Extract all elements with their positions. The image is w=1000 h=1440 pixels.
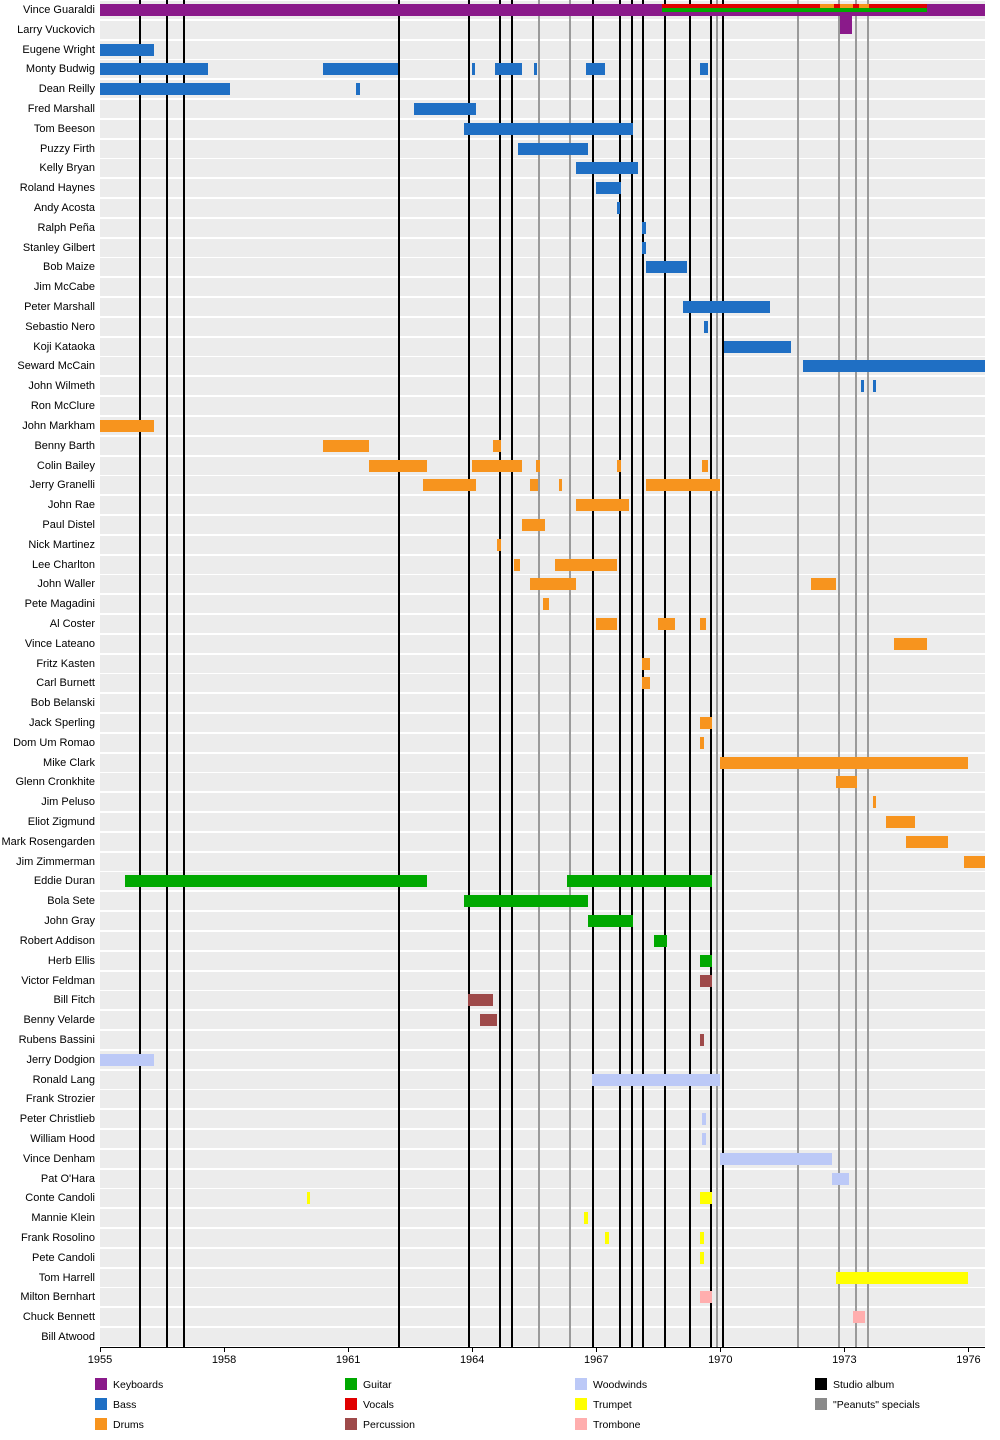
row-label-colin-bailey: Colin Bailey bbox=[36, 459, 95, 472]
row-band bbox=[100, 793, 985, 811]
row-label-jim-peluso: Jim Peluso bbox=[41, 796, 95, 809]
bar-conte-candoli bbox=[700, 1192, 712, 1204]
bar-al-coster bbox=[700, 618, 706, 630]
bar-glenn-cronkhite bbox=[836, 776, 857, 788]
row-band bbox=[100, 952, 985, 970]
row-label-benny-velarde: Benny Velarde bbox=[23, 1014, 95, 1027]
row-band bbox=[100, 1130, 985, 1148]
studio-album-line bbox=[710, 0, 712, 1347]
peanuts-special-line bbox=[797, 0, 799, 1347]
studio-album-line bbox=[631, 0, 633, 1347]
bar-seward-mccain bbox=[803, 360, 985, 372]
row-label-bob-belanski: Bob Belanski bbox=[30, 697, 95, 710]
bar-ronald-lang bbox=[592, 1074, 720, 1086]
bar-mark-rosengarden bbox=[906, 836, 947, 848]
bar-victor-feldman bbox=[700, 975, 712, 987]
row-label-lee-charlton: Lee Charlton bbox=[32, 558, 95, 571]
bar-benny-barth bbox=[493, 440, 501, 452]
row-band bbox=[100, 1031, 985, 1049]
studio-album-line bbox=[139, 0, 141, 1347]
legend-swatch--peanuts-specials bbox=[815, 1398, 827, 1410]
bar-tom-harrell bbox=[836, 1272, 968, 1284]
peanuts-special-line bbox=[838, 0, 840, 1347]
bar-dean-reilly bbox=[356, 83, 359, 95]
bar-colin-bailey bbox=[472, 460, 522, 472]
peanuts-special-line bbox=[538, 0, 540, 1347]
x-tick bbox=[472, 1347, 473, 1352]
row-label-rubens-bassini: Rubens Bassini bbox=[18, 1033, 95, 1046]
bar-tom-beeson bbox=[464, 123, 634, 135]
studio-album-line bbox=[689, 0, 691, 1347]
bar-milton-bernhart bbox=[700, 1291, 712, 1303]
row-band bbox=[100, 239, 985, 257]
row-band bbox=[100, 635, 985, 653]
row-band bbox=[100, 694, 985, 712]
peanuts-special-line bbox=[855, 0, 857, 1347]
row-label-jim-zimmerman: Jim Zimmerman bbox=[16, 855, 95, 868]
legend-swatch-drums bbox=[95, 1418, 107, 1430]
legend-label-studio-album: Studio album bbox=[833, 1379, 895, 1391]
row-label-vince-guaraldi: Vince Guaraldi bbox=[23, 3, 95, 16]
row-band bbox=[100, 298, 985, 316]
row-label-dom-um-romao: Dom Um Romao bbox=[13, 736, 95, 749]
row-label-benny-barth: Benny Barth bbox=[34, 439, 95, 452]
studio-album-line bbox=[511, 0, 513, 1347]
bar-vince-denham bbox=[720, 1153, 832, 1165]
bar-eddie-duran bbox=[125, 875, 427, 887]
row-band bbox=[100, 1209, 985, 1227]
top-overlay-bar bbox=[840, 4, 852, 8]
row-band bbox=[100, 615, 985, 633]
row-label-pat-o-hara: Pat O'Hara bbox=[40, 1172, 95, 1185]
studio-album-line bbox=[722, 0, 724, 1347]
row-label-jim-mccabe: Jim McCabe bbox=[33, 281, 95, 294]
bar-paul-distel bbox=[522, 519, 545, 531]
row-label-vince-denham: Vince Denham bbox=[23, 1152, 95, 1165]
row-label-victor-feldman: Victor Feldman bbox=[21, 974, 95, 987]
row-label-ron-mcclure: Ron McClure bbox=[30, 400, 95, 413]
bar-jerry-granelli bbox=[530, 479, 538, 491]
bar-mike-clark bbox=[720, 757, 968, 769]
row-band bbox=[100, 60, 985, 78]
row-band bbox=[100, 41, 985, 59]
row-label-pete-candoli: Pete Candoli bbox=[32, 1251, 95, 1264]
bar-john-wilmeth bbox=[861, 380, 864, 392]
row-band bbox=[100, 972, 985, 990]
row-band bbox=[100, 179, 985, 197]
legend-label-trumpet: Trumpet bbox=[593, 1399, 632, 1411]
row-label-john-markham: John Markham bbox=[22, 419, 95, 432]
bar-jerry-dodgion bbox=[100, 1054, 154, 1066]
bar-colin-bailey bbox=[617, 460, 621, 472]
x-tick-label: 1970 bbox=[708, 1354, 733, 1366]
legend-swatch-woodwinds bbox=[575, 1378, 587, 1390]
bar-jerry-granelli bbox=[423, 479, 477, 491]
row-label-al-coster: Al Coster bbox=[49, 617, 95, 630]
row-label-ralph-pe-a: Ralph Peña bbox=[37, 221, 95, 234]
row-label-frank-strozier: Frank Strozier bbox=[25, 1093, 95, 1106]
peanuts-special-line bbox=[867, 0, 869, 1347]
row-label-eddie-duran: Eddie Duran bbox=[33, 875, 95, 888]
row-band bbox=[100, 932, 985, 950]
legend-label-bass: Bass bbox=[113, 1399, 137, 1411]
legend-label-drums: Drums bbox=[113, 1419, 144, 1431]
bar-pat-o-hara bbox=[832, 1173, 849, 1185]
x-tick bbox=[348, 1347, 349, 1352]
peanuts-special-line bbox=[716, 0, 718, 1347]
bar-fritz-kasten bbox=[642, 658, 650, 670]
row-label-ronald-lang: Ronald Lang bbox=[32, 1073, 95, 1086]
row-label-larry-vuckovich: Larry Vuckovich bbox=[17, 23, 95, 36]
row-label-bola-sete: Bola Sete bbox=[47, 895, 95, 908]
row-band bbox=[100, 1110, 985, 1128]
bar-ralph-pe-a bbox=[642, 222, 646, 234]
bar-jerry-granelli bbox=[646, 479, 720, 491]
row-label-robert-addison: Robert Addison bbox=[19, 934, 95, 947]
bar-john-wilmeth bbox=[873, 380, 876, 392]
bar-conte-candoli bbox=[307, 1192, 310, 1204]
row-label-dean-reilly: Dean Reilly bbox=[38, 83, 95, 96]
row-band bbox=[100, 80, 985, 98]
peanuts-special-line bbox=[569, 0, 571, 1347]
bar-dean-reilly bbox=[100, 83, 230, 95]
row-label-william-hood: William Hood bbox=[30, 1133, 95, 1145]
bar-kelly-bryan bbox=[576, 162, 638, 174]
row-band bbox=[100, 853, 985, 871]
bar-lee-charlton bbox=[555, 559, 617, 571]
row-label-john-rae: John Rae bbox=[47, 499, 95, 512]
legend-swatch-studio-album bbox=[815, 1378, 827, 1390]
bar-roland-haynes bbox=[596, 182, 621, 194]
legend-label-keyboards: Keyboards bbox=[113, 1379, 164, 1391]
x-tick bbox=[100, 1347, 101, 1352]
studio-album-line bbox=[592, 0, 594, 1347]
bar-john-waller bbox=[530, 578, 575, 590]
bar-bola-sete bbox=[464, 895, 588, 907]
row-label-eliot-zigmund: Eliot Zigmund bbox=[27, 816, 95, 829]
row-band bbox=[100, 1189, 985, 1207]
row-band bbox=[100, 1170, 985, 1188]
x-tick-label: 1958 bbox=[211, 1354, 237, 1366]
legend-swatch-guitar bbox=[345, 1378, 357, 1390]
bar-john-waller bbox=[811, 578, 836, 590]
row-band bbox=[100, 199, 985, 217]
x-tick bbox=[720, 1347, 721, 1352]
row-label-jerry-granelli: Jerry Granelli bbox=[29, 479, 95, 492]
legend-label-vocals: Vocals bbox=[363, 1399, 394, 1411]
row-label-seward-mccain: Seward McCain bbox=[17, 360, 95, 373]
row-band bbox=[100, 496, 985, 514]
bar-colin-bailey bbox=[369, 460, 427, 472]
bar-eddie-duran bbox=[567, 875, 712, 887]
row-label-kelly-bryan: Kelly Bryan bbox=[39, 162, 95, 175]
row-band bbox=[100, 1011, 985, 1029]
row-band bbox=[100, 219, 985, 237]
bar-al-coster bbox=[658, 618, 675, 630]
row-label-john-wilmeth: John Wilmeth bbox=[28, 380, 95, 393]
x-tick-label: 1955 bbox=[87, 1354, 113, 1366]
row-label-glenn-cronkhite: Glenn Cronkhite bbox=[15, 776, 95, 789]
legend-swatch-keyboards bbox=[95, 1378, 107, 1390]
bar-frank-rosolino bbox=[605, 1232, 609, 1244]
row-label-puzzy-firth: Puzzy Firth bbox=[39, 142, 95, 155]
row-label-frank-rosolino: Frank Rosolino bbox=[21, 1232, 95, 1245]
top-overlay-bar bbox=[859, 4, 869, 8]
row-band bbox=[100, 377, 985, 395]
row-label-andy-acosta: Andy Acosta bbox=[33, 201, 95, 214]
row-band bbox=[100, 536, 985, 554]
legend-label--peanuts-specials: "Peanuts" specials bbox=[833, 1399, 920, 1411]
row-band bbox=[100, 1090, 985, 1108]
row-band bbox=[100, 338, 985, 356]
x-tick bbox=[968, 1347, 969, 1352]
bar-pete-candoli bbox=[700, 1252, 704, 1264]
row-label-bill-fitch: Bill Fitch bbox=[53, 994, 95, 1007]
bar-eliot-zigmund bbox=[886, 816, 915, 828]
bar-peter-christlieb bbox=[702, 1113, 706, 1125]
row-label-sebastio-nero: Sebastio Nero bbox=[25, 320, 95, 333]
row-label-bill-atwood: Bill Atwood bbox=[41, 1331, 95, 1344]
bar-rubens-bassini bbox=[700, 1034, 704, 1046]
studio-album-line bbox=[499, 0, 501, 1347]
x-tick-label: 1967 bbox=[584, 1354, 609, 1366]
bar-sebastio-nero bbox=[704, 321, 708, 333]
bar-bob-maize bbox=[646, 261, 687, 273]
bar-monty-budwig bbox=[495, 63, 522, 75]
bar-carl-burnett bbox=[642, 677, 650, 689]
row-band bbox=[100, 734, 985, 752]
row-label-nick-martinez: Nick Martinez bbox=[28, 538, 95, 551]
bar-john-rae bbox=[576, 499, 630, 511]
row-label-stanley-gilbert: Stanley Gilbert bbox=[22, 241, 95, 254]
bar-fred-marshall bbox=[414, 103, 476, 115]
top-overlay-bar bbox=[662, 8, 927, 12]
row-label-mike-clark: Mike Clark bbox=[43, 756, 95, 769]
x-tick-label: 1976 bbox=[956, 1354, 981, 1366]
row-label-fred-marshall: Fred Marshall bbox=[27, 102, 95, 115]
row-band bbox=[100, 476, 985, 494]
row-band bbox=[100, 457, 985, 475]
legend-swatch-vocals bbox=[345, 1398, 357, 1410]
row-band bbox=[100, 258, 985, 276]
bar-benny-barth bbox=[323, 440, 368, 452]
row-label-pete-magadini: Pete Magadini bbox=[24, 598, 95, 611]
row-label-paul-distel: Paul Distel bbox=[42, 518, 95, 531]
row-band bbox=[100, 1071, 985, 1089]
row-label-herb-ellis: Herb Ellis bbox=[47, 954, 95, 967]
row-band bbox=[100, 674, 985, 692]
row-band bbox=[100, 417, 985, 435]
bar-stanley-gilbert bbox=[642, 242, 646, 254]
bar-al-coster bbox=[596, 618, 617, 630]
bar-chuck-bennett bbox=[853, 1311, 865, 1323]
bar-peter-marshall bbox=[683, 301, 770, 313]
bar-puzzy-firth bbox=[518, 143, 588, 155]
x-axis bbox=[100, 1347, 985, 1348]
bar-frank-rosolino bbox=[700, 1232, 704, 1244]
studio-album-line bbox=[166, 0, 168, 1347]
row-label-tom-harrell: Tom Harrell bbox=[38, 1271, 95, 1284]
row-band bbox=[100, 1051, 985, 1069]
bar-bill-fitch bbox=[468, 994, 493, 1006]
row-band bbox=[100, 655, 985, 673]
bar-john-markham bbox=[100, 420, 154, 432]
bar-william-hood bbox=[702, 1133, 706, 1145]
bar-monty-budwig bbox=[100, 63, 208, 75]
legend-label-woodwinds: Woodwinds bbox=[593, 1379, 648, 1391]
bar-lee-charlton bbox=[514, 559, 520, 571]
studio-album-line bbox=[183, 0, 185, 1347]
bar-jerry-granelli bbox=[559, 479, 562, 491]
row-label-jerry-dodgion: Jerry Dodgion bbox=[26, 1053, 95, 1066]
row-band bbox=[100, 912, 985, 930]
row-band bbox=[100, 714, 985, 732]
studio-album-line bbox=[642, 0, 644, 1347]
row-label-john-waller: John Waller bbox=[37, 578, 95, 591]
row-label-koji-kataoka: Koji Kataoka bbox=[33, 340, 95, 353]
bar-monty-budwig bbox=[323, 63, 397, 75]
bar-robert-addison bbox=[654, 935, 666, 947]
row-label-jack-sperling: Jack Sperling bbox=[28, 717, 95, 730]
bar-benny-velarde bbox=[480, 1014, 497, 1026]
row-band bbox=[100, 159, 985, 177]
row-band bbox=[100, 1288, 985, 1306]
x-tick-label: 1973 bbox=[832, 1354, 857, 1366]
bar-andy-acosta bbox=[617, 202, 620, 214]
legend-swatch-percussion bbox=[345, 1418, 357, 1430]
studio-album-line bbox=[398, 0, 400, 1347]
bar-monty-budwig bbox=[700, 63, 708, 75]
bar-jim-peluso bbox=[873, 796, 876, 808]
bar-jack-sperling bbox=[700, 717, 712, 729]
legend-label-trombone: Trombone bbox=[593, 1419, 641, 1431]
bar-dom-um-romao bbox=[700, 737, 704, 749]
row-label-vince-lateano: Vince Lateano bbox=[24, 637, 95, 650]
bar-john-gray bbox=[588, 915, 633, 927]
row-band bbox=[100, 833, 985, 851]
row-label-peter-marshall: Peter Marshall bbox=[24, 301, 95, 314]
bar-vince-lateano bbox=[894, 638, 927, 650]
row-band bbox=[100, 556, 985, 574]
row-label-chuck-bennett: Chuck Bennett bbox=[22, 1311, 95, 1324]
x-tick-label: 1961 bbox=[335, 1354, 361, 1366]
row-band bbox=[100, 1249, 985, 1267]
row-band bbox=[100, 318, 985, 336]
legend-label-percussion: Percussion bbox=[363, 1419, 415, 1431]
x-tick bbox=[224, 1347, 225, 1352]
bar-pete-magadini bbox=[543, 598, 549, 610]
bar-koji-kataoka bbox=[724, 341, 790, 353]
x-tick bbox=[596, 1347, 597, 1352]
legend-swatch-bass bbox=[95, 1398, 107, 1410]
row-band bbox=[100, 1229, 985, 1247]
row-label-carl-burnett: Carl Burnett bbox=[36, 677, 95, 690]
row-label-bob-maize: Bob Maize bbox=[43, 261, 95, 274]
bar-nick-martinez bbox=[497, 539, 501, 551]
top-overlay-bar bbox=[820, 4, 834, 8]
row-band bbox=[100, 100, 985, 118]
row-label-tom-beeson: Tom Beeson bbox=[33, 122, 95, 135]
bar-eugene-wright bbox=[100, 44, 154, 56]
row-label-mannie-klein: Mannie Klein bbox=[31, 1212, 95, 1225]
row-label-john-gray: John Gray bbox=[44, 915, 95, 928]
row-label-milton-bernhart: Milton Bernhart bbox=[20, 1291, 95, 1304]
row-band bbox=[100, 991, 985, 1009]
keyboard-marker bbox=[840, 16, 852, 34]
bar-colin-bailey bbox=[536, 460, 540, 472]
row-band bbox=[100, 1150, 985, 1168]
x-tick-label: 1964 bbox=[459, 1354, 485, 1366]
bar-monty-budwig bbox=[472, 63, 475, 75]
row-label-conte-candoli: Conte Candoli bbox=[25, 1192, 95, 1205]
bar-jim-zimmerman bbox=[964, 856, 985, 868]
row-band bbox=[100, 278, 985, 296]
bar-monty-budwig bbox=[534, 63, 537, 75]
bar-colin-bailey bbox=[702, 460, 708, 472]
legend bbox=[0, 1378, 1000, 1440]
row-label-eugene-wright: Eugene Wright bbox=[22, 43, 95, 56]
row-band bbox=[100, 813, 985, 831]
row-label-peter-christlieb: Peter Christlieb bbox=[19, 1113, 95, 1126]
row-label-mark-rosengarden: Mark Rosengarden bbox=[1, 835, 95, 848]
row-label-fritz-kasten: Fritz Kasten bbox=[36, 657, 95, 670]
row-band bbox=[100, 1328, 985, 1346]
row-label-monty-budwig: Monty Budwig bbox=[25, 63, 95, 76]
row-band bbox=[100, 397, 985, 415]
bar-herb-ellis bbox=[700, 955, 712, 967]
bar-monty-budwig bbox=[586, 63, 605, 75]
legend-swatch-trombone bbox=[575, 1418, 587, 1430]
row-label-roland-haynes: Roland Haynes bbox=[19, 182, 95, 195]
legend-label-guitar: Guitar bbox=[363, 1379, 392, 1391]
studio-album-line bbox=[664, 0, 666, 1347]
bar-mannie-klein bbox=[584, 1212, 588, 1224]
studio-album-line bbox=[468, 0, 470, 1347]
row-band bbox=[100, 437, 985, 455]
x-tick bbox=[844, 1347, 845, 1352]
legend-swatch-trumpet bbox=[575, 1398, 587, 1410]
